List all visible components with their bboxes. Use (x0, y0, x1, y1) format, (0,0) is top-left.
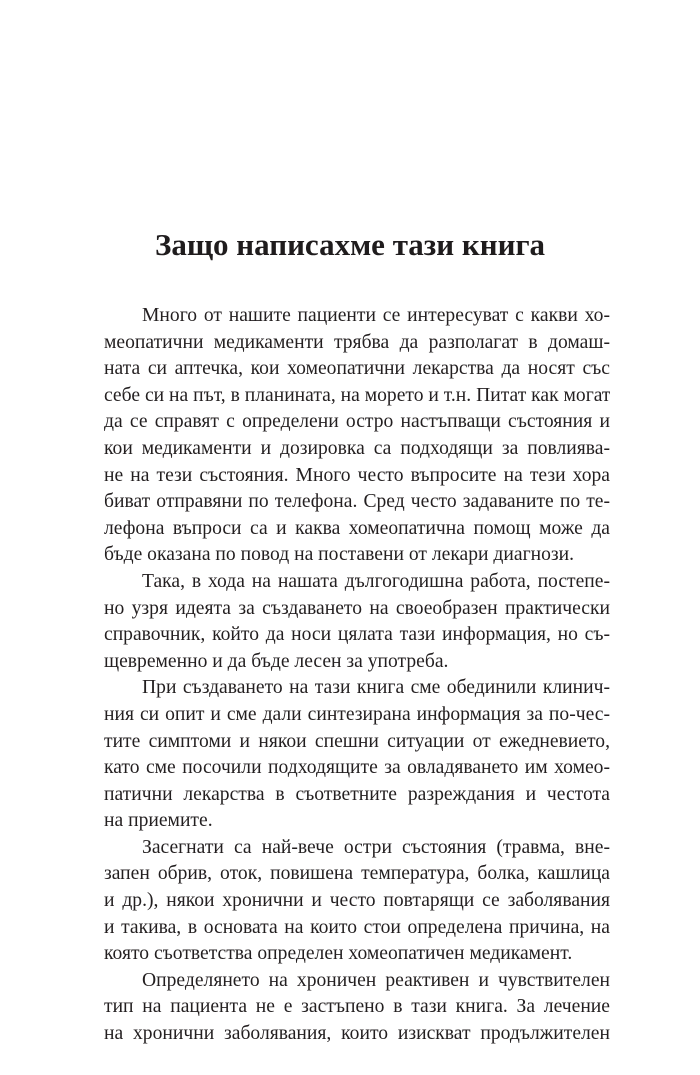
text-line: бъде оказана по повод на поставени от лекари диагнози. (104, 544, 575, 566)
paragraph (104, 569, 610, 675)
text-line: себе си на път, в планината, на морето и т.н. Питат как могат (104, 384, 610, 406)
text-line: При създаването на тази книга сме обединили клинич- (142, 677, 610, 699)
text-line: да се справят с определени остро настъпващи състояния и (104, 411, 610, 433)
text-line: на приемите. (104, 810, 213, 832)
paragraph (104, 835, 610, 968)
text-line: лефона въпроси са и каква хомеопатична помощ може да (104, 517, 610, 539)
paragraph (104, 303, 610, 569)
text-line: и др.), някои хронични и често повтарящи се заболявания (104, 890, 610, 912)
text-line: Засегнати са най-вече остри състояния (травма, вне- (142, 836, 610, 858)
text-line: която съответства определен хомеопатичен медикамент. (104, 943, 573, 965)
text-line: справочник, който да носи цялата тази информация, но съ- (104, 624, 610, 646)
text-line: тип на пациента не е застъпено в тази книга. За лечение (104, 996, 610, 1018)
text-line: на хронични заболявания, които изискват продължителен (104, 1023, 610, 1045)
chapter-title: Защо написахме тази книга (154, 227, 546, 262)
text-line: запен обрив, оток, повишена температура, болка, кашлица (104, 863, 610, 885)
text-line: меопатични медикаменти трябва да разполагат в домаш- (104, 331, 610, 353)
text-line: патични лекарства в съответните разреждания и честота (104, 783, 610, 805)
text-line: биват отправяни по телефона. Сред често задаваните по те- (104, 491, 610, 513)
text-line: като сме посочили подходящите за овладяването им хомео- (104, 757, 610, 779)
text-line: ната си аптечка, кои хомеопатични лекарства да носят със (104, 358, 610, 380)
text-line: Определянето на хроничен реактивен и чувствителен (142, 969, 610, 991)
text-line: кои медикаменти и дозировка са подходящи за повлиява- (104, 437, 610, 459)
paragraph (104, 968, 610, 1048)
text-line: Така, в хода на нашата дългогодишна работа, постепе- (142, 570, 610, 592)
text-line: тите симптоми и някои спешни ситуации от ежедневието, (104, 730, 610, 752)
text-line: щевременно и да бъде лесен за употреба. (104, 650, 449, 672)
text-line: и такива, в основата на които стои определена причина, на (104, 916, 610, 938)
text-line: но узря идеята за създаването на своеобразен практически (104, 597, 610, 619)
text-line: ния си опит и сме дали синтезирана информация за по-чес- (104, 703, 610, 725)
text-line: Много от нашите пациенти се интересуват с какви хо- (142, 305, 610, 326)
chapter-body (104, 303, 610, 1048)
paragraph (104, 675, 610, 835)
text-line: не на тези състояния. Много често въпросите на тези хора (104, 464, 610, 486)
